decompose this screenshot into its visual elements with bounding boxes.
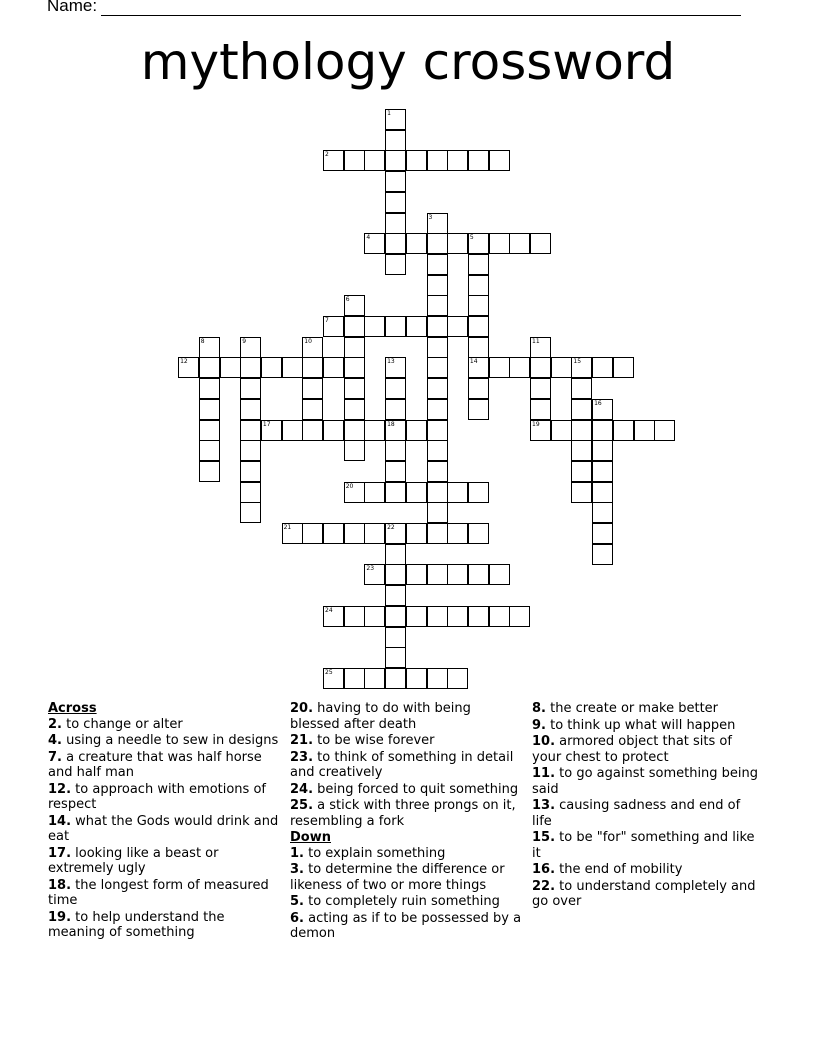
clue-number: 18.: [48, 877, 72, 893]
clue-number: 8.: [532, 701, 546, 716]
grid-cell[interactable]: [385, 564, 406, 585]
grid-cell[interactable]: [302, 357, 323, 378]
clue-number: 10.: [532, 734, 556, 749]
grid-cell[interactable]: [323, 357, 344, 378]
grid-cell[interactable]: [199, 440, 220, 461]
clue-number: 17.: [48, 845, 72, 861]
grid-cell[interactable]: [240, 440, 261, 461]
grid-cell[interactable]: [592, 502, 613, 523]
cell-number: 11: [532, 337, 540, 345]
grid-cell[interactable]: [344, 337, 365, 358]
grid-cell[interactable]: [406, 150, 427, 171]
grid-cell[interactable]: [427, 440, 448, 461]
grid-cell[interactable]: [364, 482, 385, 503]
grid-cell[interactable]: [634, 420, 655, 441]
clue-item: [48, 910, 280, 941]
grid-cell[interactable]: [282, 357, 303, 378]
cell-number: 21: [283, 524, 292, 531]
grid-cell[interactable]: [530, 233, 551, 254]
down-heading: Down: [290, 830, 331, 845]
grid-cell[interactable]: [199, 399, 220, 420]
grid-cell[interactable]: [509, 357, 530, 378]
grid-cell[interactable]: [364, 523, 385, 544]
grid-cell[interactable]: [385, 316, 406, 337]
clue-number: 2.: [48, 716, 62, 732]
cell-number: 8: [200, 337, 205, 345]
grid-cell[interactable]: [385, 440, 406, 461]
grid-cell[interactable]: [654, 420, 675, 441]
grid-cell[interactable]: [427, 668, 448, 689]
grid-cell[interactable]: [468, 295, 489, 316]
clue-number: 3.: [290, 862, 304, 877]
grid-cell[interactable]: [344, 378, 365, 399]
clue-item: [290, 846, 522, 862]
grid-cell[interactable]: [364, 668, 385, 689]
clue-item: [48, 717, 280, 733]
cell-number: 5: [469, 234, 474, 242]
clue-item: [532, 879, 762, 910]
clues-column-3: [532, 701, 762, 911]
grid-cell[interactable]: [344, 606, 365, 627]
clue-text: what the Gods would drink and eat: [48, 813, 279, 844]
grid-cell[interactable]: [427, 523, 448, 544]
clue-text: looking like a beast or extremely ugly: [48, 845, 219, 876]
grid-cell[interactable]: [406, 523, 427, 544]
name-label: Name:: [47, 0, 98, 15]
grid-cell[interactable]: [427, 233, 448, 254]
clue-item: [48, 846, 280, 877]
grid-cell[interactable]: [406, 606, 427, 627]
grid-cell[interactable]: [199, 461, 220, 482]
clue-number: 4.: [48, 733, 62, 748]
grid-cell[interactable]: [551, 420, 572, 441]
grid-cell[interactable]: [571, 399, 592, 420]
clue-text: acting as if to be possessed by a demon: [290, 910, 522, 941]
cell-number: 10: [304, 337, 312, 345]
clue-text: to approach with emotions of respect: [48, 781, 266, 812]
grid-cell[interactable]: [344, 523, 365, 544]
grid-cell[interactable]: [489, 357, 510, 378]
clue-text: the create or make better: [545, 701, 719, 716]
cell-number: 3: [428, 213, 433, 221]
grid-cell[interactable]: [344, 316, 365, 337]
grid-cell[interactable]: [385, 254, 406, 275]
grid-cell[interactable]: [427, 502, 448, 523]
grid-cell[interactable]: [592, 523, 613, 544]
clue-list: [290, 846, 522, 942]
clue-number: 24.: [290, 781, 314, 797]
clue-text: the end of mobility: [555, 862, 683, 877]
grid-cell[interactable]: [468, 150, 489, 171]
clue-number: 13.: [532, 798, 556, 813]
clue-item: [532, 734, 762, 765]
grid-cell[interactable]: [282, 420, 303, 441]
grid-cell[interactable]: [406, 564, 427, 585]
cell-number: 1: [387, 110, 391, 117]
grid-cell[interactable]: [489, 233, 510, 254]
cell-number: 22: [387, 524, 395, 531]
grid-cell[interactable]: [364, 150, 385, 171]
clue-text: to think of something in detail and creatively: [290, 749, 514, 780]
clue-text: to go against something being said: [532, 766, 759, 797]
clue-text: a stick with three prongs on it, resembling a fork: [290, 798, 516, 829]
grid-cell[interactable]: [427, 316, 448, 337]
grid-cell[interactable]: [509, 233, 530, 254]
grid-cell[interactable]: [613, 357, 634, 378]
clue-text: a creature that was half horse and half man: [48, 749, 262, 780]
grid-cell[interactable]: [385, 130, 406, 151]
clue-list: [290, 701, 522, 829]
grid-cell[interactable]: [468, 316, 489, 337]
cell-number: 24: [325, 606, 333, 614]
cell-number: 25: [325, 668, 333, 676]
page-title: mythology crossword: [140, 33, 676, 91]
grid-cell[interactable]: [592, 440, 613, 461]
grid-cell[interactable]: [199, 420, 220, 441]
cell-number: 17: [262, 420, 271, 428]
grid-cell[interactable]: [427, 564, 448, 585]
grid-cell[interactable]: [468, 606, 489, 627]
grid-cell[interactable]: [468, 399, 489, 420]
grid-cell[interactable]: [364, 316, 385, 337]
grid-cell[interactable]: [344, 440, 365, 461]
clue-text: to help understand the meaning of something: [48, 909, 225, 940]
grid-cell[interactable]: [385, 461, 406, 482]
grid-cell[interactable]: [406, 482, 427, 503]
cell-number: 14: [469, 358, 478, 366]
clue-item: [532, 718, 762, 734]
clue-text: to completely ruin something: [303, 894, 500, 909]
grid-cell[interactable]: [592, 420, 613, 441]
grid-cell[interactable]: [509, 606, 530, 627]
cell-number: 20: [345, 482, 354, 490]
grid-cell[interactable]: [302, 399, 323, 420]
grid-cell[interactable]: [323, 420, 344, 441]
grid-cell[interactable]: [489, 150, 510, 171]
clue-item: [290, 862, 522, 893]
grid-cell[interactable]: [489, 564, 510, 585]
grid-cell[interactable]: [385, 544, 406, 565]
grid-cell[interactable]: [240, 420, 261, 441]
grid-cell[interactable]: [427, 254, 448, 275]
grid-cell[interactable]: [302, 523, 323, 544]
grid-cell[interactable]: [447, 482, 468, 503]
grid-cell[interactable]: [613, 420, 634, 441]
grid-cell[interactable]: [468, 378, 489, 399]
across-heading: Across: [48, 701, 97, 716]
cell-number: 12: [180, 358, 188, 366]
grid-cell[interactable]: [468, 337, 489, 358]
grid-cell[interactable]: [385, 171, 406, 192]
grid-cell[interactable]: [468, 482, 489, 503]
cell-number: 6: [345, 296, 350, 304]
grid-cell[interactable]: [427, 150, 448, 171]
cell-number: 23: [366, 565, 375, 573]
clue-text: to determine the difference or likeness of two or more things: [290, 862, 505, 893]
grid-cell[interactable]: [344, 150, 365, 171]
grid-cell[interactable]: [385, 482, 406, 503]
clue-item: [290, 911, 522, 942]
clue-text: the longest form of measured time: [48, 877, 269, 908]
grid-cell[interactable]: [427, 337, 448, 358]
grid-cell[interactable]: [427, 461, 448, 482]
clue-text: armored object that sits of your chest to protect: [532, 734, 732, 765]
grid-cell[interactable]: [199, 357, 220, 378]
clue-item: [290, 894, 522, 910]
cell-number: 19: [532, 420, 540, 428]
clue-number: 22.: [532, 878, 556, 894]
grid-cell[interactable]: [571, 482, 592, 503]
grid-cell[interactable]: [592, 357, 613, 378]
clue-number: 9.: [532, 717, 546, 733]
clue-number: 21.: [290, 733, 314, 748]
grid-cell[interactable]: [592, 544, 613, 565]
grid-cell[interactable]: [468, 564, 489, 585]
clue-text: to be wise forever: [313, 733, 435, 748]
clue-number: 15.: [532, 830, 556, 845]
clue-item: [532, 798, 762, 829]
grid-cell[interactable]: [261, 357, 282, 378]
grid-cell[interactable]: [240, 482, 261, 503]
clue-item: [532, 766, 762, 797]
clues-column-2: [290, 701, 522, 943]
grid-cell[interactable]: [427, 420, 448, 441]
clue-number: 12.: [48, 781, 72, 797]
grid-cell[interactable]: [406, 420, 427, 441]
grid-cell[interactable]: [427, 378, 448, 399]
grid-cell[interactable]: [551, 357, 572, 378]
grid-cell[interactable]: [427, 606, 448, 627]
grid-cell[interactable]: [406, 668, 427, 689]
grid-cell[interactable]: [302, 378, 323, 399]
grid-cell[interactable]: [344, 357, 365, 378]
clue-number: 20.: [290, 701, 314, 716]
grid-cell[interactable]: [385, 192, 406, 213]
clue-item: [290, 750, 522, 781]
clue-text: using a needle to sew in designs: [61, 733, 279, 748]
grid-cell[interactable]: [385, 585, 406, 606]
clue-number: 7.: [48, 749, 62, 765]
grid-cell[interactable]: [385, 627, 406, 648]
grid-cell[interactable]: [592, 461, 613, 482]
grid-cell[interactable]: [240, 357, 261, 378]
clue-item: [48, 733, 280, 749]
grid-cell[interactable]: [427, 357, 448, 378]
clue-number: 25.: [290, 798, 314, 813]
grid-cell[interactable]: [530, 357, 551, 378]
cell-number: 15: [573, 358, 582, 366]
clue-text: having to do with being blessed after death: [290, 701, 471, 732]
grid-cell[interactable]: [199, 378, 220, 399]
grid-cell[interactable]: [240, 378, 261, 399]
clue-text: to change or alter: [61, 716, 183, 732]
clue-text: to understand completely and go over: [532, 878, 756, 909]
grid-cell[interactable]: [364, 420, 385, 441]
clue-item: [48, 814, 280, 845]
grid-cell[interactable]: [427, 482, 448, 503]
grid-cell[interactable]: [447, 668, 468, 689]
grid-cell[interactable]: [240, 399, 261, 420]
clue-number: 16.: [532, 862, 556, 877]
grid-cell[interactable]: [447, 316, 468, 337]
clue-item: [532, 862, 762, 878]
clue-text: to think up what will happen: [545, 717, 736, 733]
grid-cell[interactable]: [489, 606, 510, 627]
cell-number: 18: [387, 420, 395, 428]
grid-cell[interactable]: [385, 150, 406, 171]
grid-cell[interactable]: [344, 668, 365, 689]
clue-item: [290, 701, 522, 732]
clue-number: 23.: [290, 749, 314, 765]
clue-item: [532, 701, 762, 717]
grid-cell[interactable]: [240, 461, 261, 482]
clue-number: 6.: [290, 910, 304, 926]
grid-cell[interactable]: [468, 275, 489, 296]
grid-cell[interactable]: [530, 378, 551, 399]
cell-number: 4: [366, 234, 371, 242]
grid-cell[interactable]: [406, 233, 427, 254]
clue-list: [48, 717, 280, 941]
grid-cell[interactable]: [447, 523, 468, 544]
cell-number: 16: [594, 399, 602, 407]
clue-number: 5.: [290, 894, 304, 909]
clue-list: [532, 701, 762, 910]
grid-cell[interactable]: [592, 482, 613, 503]
clue-number: 14.: [48, 813, 72, 829]
grid-cell[interactable]: [447, 150, 468, 171]
clue-text: to be "for" something and like it: [532, 830, 755, 861]
grid-cell[interactable]: [468, 523, 489, 544]
grid-cell[interactable]: [571, 378, 592, 399]
grid-cell[interactable]: [385, 606, 406, 627]
grid-cell[interactable]: [385, 233, 406, 254]
clue-text: being forced to quit something: [313, 781, 519, 797]
grid-cell[interactable]: [323, 523, 344, 544]
grid-cell[interactable]: [385, 668, 406, 689]
cell-number: 2: [325, 151, 329, 159]
grid-cell[interactable]: [364, 606, 385, 627]
grid-cell[interactable]: [571, 420, 592, 441]
grid-cell[interactable]: [427, 295, 448, 316]
clue-item: [48, 878, 280, 909]
clue-item: [290, 798, 522, 829]
grid-cell[interactable]: [447, 564, 468, 585]
cell-number: 7: [325, 317, 329, 324]
grid-cell[interactable]: [427, 399, 448, 420]
clue-text: causing sadness and end of life: [532, 798, 741, 829]
clue-number: 1.: [290, 845, 304, 861]
clue-item: [290, 733, 522, 749]
grid-cell[interactable]: [385, 378, 406, 399]
grid-cell[interactable]: [240, 502, 261, 523]
grid-cell[interactable]: [385, 213, 406, 234]
grid-cell[interactable]: [468, 254, 489, 275]
grid-cell[interactable]: [344, 420, 365, 441]
clue-number: 19.: [48, 909, 72, 925]
grid-cell[interactable]: [530, 399, 551, 420]
grid-cell[interactable]: [447, 233, 468, 254]
grid-cell[interactable]: [571, 461, 592, 482]
clue-number: 11.: [532, 766, 556, 781]
grid-cell[interactable]: [406, 316, 427, 337]
clue-item: [48, 782, 280, 813]
grid-cell[interactable]: [447, 606, 468, 627]
clue-item: [48, 750, 280, 781]
grid-cell[interactable]: [302, 420, 323, 441]
grid-cell[interactable]: [220, 357, 241, 378]
cell-number: 9: [242, 337, 247, 345]
grid-cell[interactable]: [344, 399, 365, 420]
clues-column-1: [48, 701, 280, 942]
clue-item: [290, 782, 522, 798]
grid-cell[interactable]: [571, 440, 592, 461]
grid-cell[interactable]: [385, 399, 406, 420]
grid-cell[interactable]: [385, 647, 406, 668]
clue-item: [532, 830, 762, 861]
cell-number: 13: [387, 358, 395, 366]
clue-text: to explain something: [303, 845, 446, 861]
grid-cell[interactable]: [427, 275, 448, 296]
